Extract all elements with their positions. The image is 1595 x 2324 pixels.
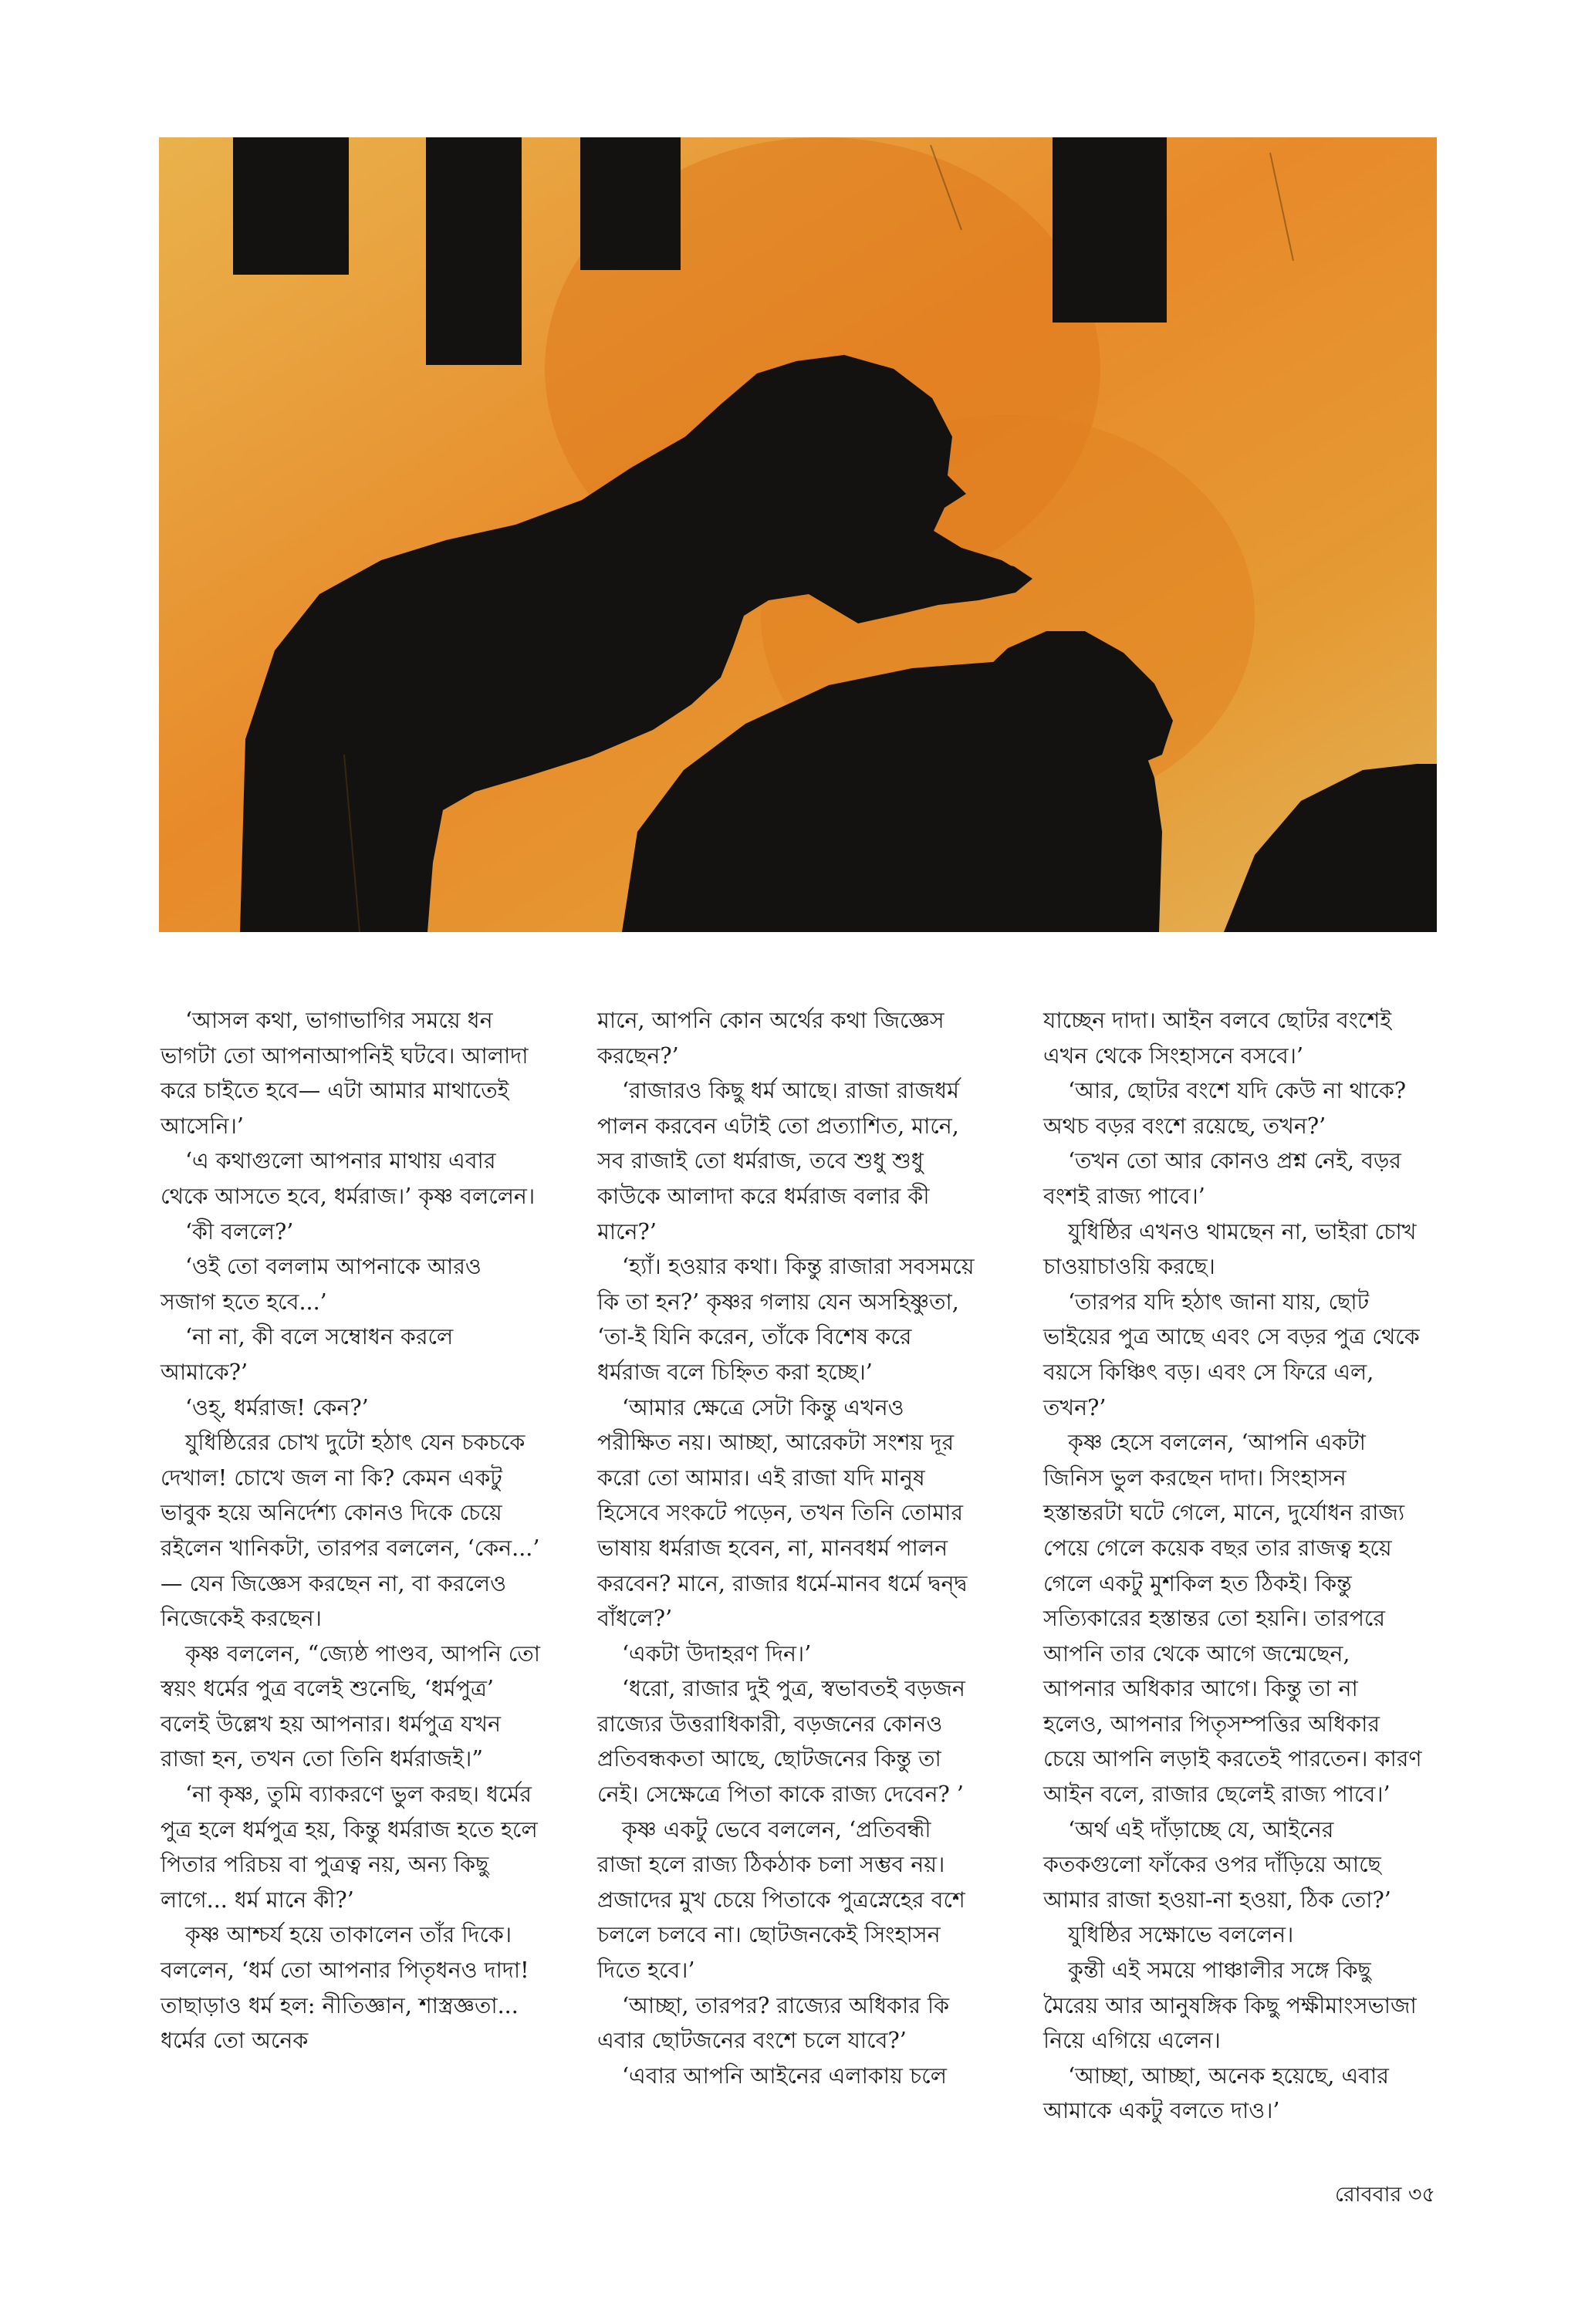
- paragraph: ‘না কৃষ্ণ, তুমি ব্যাকরণে ভুল করছ। ধর্মের পুত্র হলে ধর্মপুত্র হয়, কিন্তু ধর্মরাজ হতে হলে পিতার পরিচয় বা পুত্রত্ব নয়, অন্য কিছু লাগে... ধর্ম মানে কী?’: [161, 1782, 538, 1913]
- paragraph: ‘হ্যাঁ। হওয়ার কথা। কিন্তু রাজারা সবসময়ে কি তা হন?’ কৃষ্ণর গলায় যেন অসহিষ্ণুতা, ‘তা-ই যিনি করেন, তাঁকে বিশেষ করে ধর্মরাজ বলে চিহ্নিত করা হচ্ছে।’: [597, 1254, 975, 1385]
- paragraph: ‘কী বললে?’: [185, 1218, 294, 1245]
- paragraph-continued: মানে, আপনি কোন অর্থের কথা জিজ্ঞেস করছেন?’: [597, 1008, 944, 1069]
- page-footer: [1204, 2182, 1435, 2208]
- paragraph: ‘ওই তো বললাম আপনাকে আরও সজাগ হতে হবে...’: [161, 1254, 482, 1315]
- paragraph: কৃষ্ণ আশ্চর্য হয়ে তাকালেন তাঁর দিকে। বললেন, ‘ধর্ম তো আপনার পিতৃধনও দাদা! তাছাড়াও ধর্ম হল: নীতিজ্ঞান, শাস্ত্রজ্ঞতা... ধর্মের তো অনেক: [161, 1922, 529, 2054]
- text-column-1: [161, 1003, 540, 2059]
- paragraph: কৃষ্ণ বললেন, “জ্যেষ্ঠ পাণ্ডব, আপনি তো স্বয়ং ধর্মের পুত্র বলেই শুনেছি, ‘ধর্মপুত্র’ বলেই উল্লেখ হয় আপনার। ধর্মপুত্র যখন রাজা হন, তখন তো তিনি ধর্মরাজই।”: [161, 1640, 540, 1772]
- paragraph-continued: যাচ্ছেন দাদা। আইন বলবে ছোটর বংশেই এখন থেকে সিংহাসনে বসবে।’: [1043, 1008, 1392, 1069]
- paragraph: যুধিষ্ঠিরের চোখ দুটো হঠাৎ যেন চকচকে দেখাল! চোখে জল না কি? কেমন একটু ভাবুক হয়ে অনির্দেশ্য কোনও দিকে চেয়ে রইলেন খানিকটা, তারপর বললেন, ‘কেন...’ — যেন জিজ্ঞেস করছেন না, বা করলেও নিজেকেই করছেন।: [161, 1430, 540, 1632]
- paragraph: ‘এবার আপনি আইনের এলাকায় চলে: [622, 2062, 947, 2089]
- cover-illustration: [159, 137, 1437, 932]
- paragraph: ‘অর্থ এই দাঁড়াচ্ছে যে, আইনের কতকগুলো ফাঁকের ওপর দাঁড়িয়ে আছে আমার রাজা হওয়া-না হওয়া, ঠিক তো?’: [1043, 1816, 1391, 1913]
- paragraph: ‘ধরো, রাজার দুই পুত্র, স্বভাবতই বড়জন রাজ্যের উত্তরাধিকারী, বড়জনের কোনও প্রতিবন্ধকতা আছে, ছোটজনের কিন্তু তা নেই। সেক্ষেত্রে পিতা কাকে রাজ্য দেবেন? ’: [597, 1676, 965, 1808]
- paragraph: ‘আমার ক্ষেত্রে সেটা কিন্তু এখনও পরীক্ষিত নয়। আচ্ছা, আরেকটা সংশয় দূর করো তো আমার। এই রাজা যদি মানুষ হিসেবে সংকটে পড়েন, তখন তিনি তোমার ভাষায় ধর্মরাজ হবেন, না, মানবধর্ম পালন করবেন? মানে, রাজার ধর্মে-মানব ধর্মে দ্বন্দ্ব বাঁধলে?’: [597, 1394, 968, 1632]
- paragraph: ‘এ কথাগুলো আপনার মাথায় এবার থেকে আসতে হবে, ধর্মরাজ।’ কৃষ্ণ বললেন।: [161, 1148, 536, 1209]
- silhouette-artwork: [159, 137, 1437, 932]
- page-number: ৩৫: [1407, 2183, 1435, 2207]
- paragraph: কুন্তী এই সময়ে পাঞ্চালীর সঙ্গে কিছু মৈরেয় আর আনুষঙ্গিক কিছু পক্ষীমাংসভাজা নিয়ে এগিয়ে এলেন।: [1043, 1957, 1417, 2054]
- paragraph: ‘তখন তো আর কোনও প্রশ্ন নেই, বড়র বংশই রাজ্য পাবে।’: [1043, 1148, 1401, 1209]
- paragraph: ‘আচ্ছা, আচ্ছা, অনেক হয়েছে, এবার আমাকে একটু বলতে দাও।’: [1043, 2062, 1389, 2124]
- paragraph: ‘একটা উদাহরণ দিন।’: [622, 1640, 812, 1667]
- text-column-3: [1043, 1003, 1423, 2129]
- paragraph: যুধিষ্ঠির সক্ষোভে বললেন।: [1068, 1922, 1294, 1948]
- paragraph: ‘আর, ছোটর বংশে যদি কেউ না থাকে? অথচ বড়র বংশে রয়েছে, তখন?’: [1043, 1078, 1407, 1139]
- text-column-2: [597, 1003, 977, 2093]
- paragraph: ‘তারপর যদি হঠাৎ জানা যায়, ছোট ভাইয়ের পুত্র আছে এবং সে বড়র পুত্র থেকে বয়সে কিঞ্চিৎ বড়। এবং সে ফিরে এল, তখন?’: [1043, 1289, 1420, 1420]
- paragraph: ‘না না, কী বলে সম্বোধন করলে আমাকে?’: [161, 1324, 454, 1385]
- paragraph: যুধিষ্ঠির এখনও থামছেন না, ভাইরা চোখ চাওয়াচাওয়ি করছে।: [1043, 1218, 1417, 1280]
- paragraph: ‘ওহ্, ধর্মরাজ! কেন?’: [185, 1394, 369, 1420]
- paragraph: ‘রাজারও কিছু ধর্ম আছে। রাজা রাজধর্ম পালন করবেন এটাই তো প্রত্যাশিত, মানে, সব রাজাই তো ধর্মরাজ, তবে শুধু শুধু কাউকে আলাদা করে ধর্মরাজ বলার কী মানে?’: [597, 1078, 959, 1245]
- paragraph: ‘আসল কথা, ভাগাভাগির সময়ে ধন ভাগটা তো আপনাআপনিই ঘটবে। আলাদা করে চাইতে হবে— এটা আমার মাথাতেই আসেনি।’: [161, 1008, 529, 1139]
- magazine-name: রোববার: [1334, 2183, 1402, 2207]
- paragraph: কৃষ্ণ একটু ভেবে বললেন, ‘প্রতিবন্ধী রাজা হলে রাজ্য ঠিকঠাক চলা সম্ভব নয়। প্রজাদের মুখ চেয়ে পিতাকে পুত্রস্নেহের বশে চললে চলবে না। ছোটজনকেই সিংহাসন দিতে হবে।’: [597, 1816, 965, 1984]
- paragraph: ‘আচ্ছা, তারপর? রাজ্যের অধিকার কি এবার ছোটজনের বংশে চলে যাবে?’: [597, 1992, 950, 2054]
- paragraph: কৃষ্ণ হেসে বললেন, ‘আপনি একটা জিনিস ভুল করছেন দাদা। সিংহাসন হস্তান্তরটা ঘটে গেলে, মানে, দুর্যোধন রাজ্য পেয়ে গেলে কয়েক বছর তার রাজত্ব হয়ে গেলে একটু মুশকিল হত ঠিকই। কিন্তু সত্যিকারের হস্তান্তর তো হয়নি। তারপরে আপনি তার থেকে আগে জন্মেছেন, আপনার অধিকার আগে। কিন্তু তা না হলেও, আপনার পিতৃসম্পত্তির অধিকার চেয়ে আপনি লড়াই করতেই পারতেন। কারণ আইন বলে, রাজার ছেলেই রাজ্য পাবে।’: [1043, 1430, 1422, 1808]
